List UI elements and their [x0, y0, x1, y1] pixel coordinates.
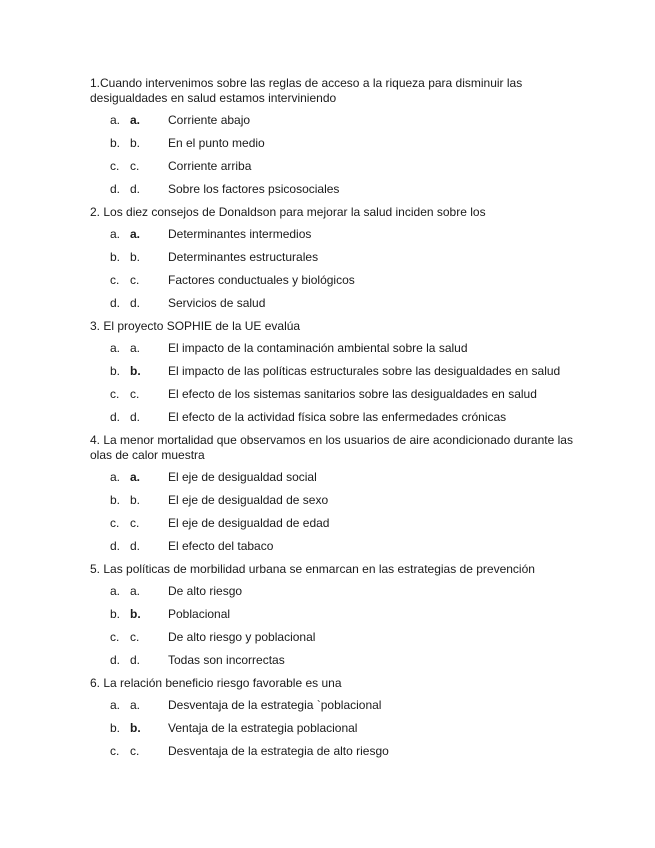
question-4 — [90, 433, 595, 562]
option-list-marker: b. — [110, 364, 121, 378]
answer-option — [90, 539, 595, 562]
question-3 — [90, 319, 595, 433]
answer-option — [90, 698, 595, 721]
option-text: El eje de desigualdad de edad — [168, 516, 330, 530]
question-text: 6. La relación beneficio riesgo favorable es una — [90, 676, 342, 690]
option-text: Corriente abajo — [168, 113, 251, 127]
question-2 — [90, 205, 595, 319]
option-letter-selected: a. — [130, 470, 141, 484]
option-letter: d. — [130, 296, 141, 310]
option-letter: c. — [130, 744, 140, 758]
option-letter-selected: a. — [130, 113, 141, 127]
option-letter-selected: b. — [130, 721, 141, 735]
option-letter: c. — [130, 516, 140, 530]
answer-option — [90, 410, 595, 433]
option-list-marker: c. — [110, 387, 120, 401]
option-text: Desventaja de la estrategia `poblacional — [168, 698, 382, 712]
option-letter: a. — [130, 698, 141, 712]
answer-option — [90, 493, 595, 516]
option-letter: a. — [130, 341, 141, 355]
option-text: El impacto de la contaminación ambiental sobre la salud — [168, 341, 468, 355]
option-list-marker: d. — [110, 539, 121, 553]
question-text: 4. La menor mortalidad que observamos en los usuarios de aire acondicionado durante las olas de calor muestra — [90, 433, 573, 462]
option-letter: d. — [130, 182, 141, 196]
option-list-marker: b. — [110, 721, 121, 735]
answer-option — [90, 227, 595, 250]
question-text: 3. El proyecto SOPHIE de la UE evalúa — [90, 319, 301, 333]
question-6 — [90, 676, 595, 767]
option-text: El impacto de las políticas estructurales sobre las desigualdades en salud — [168, 364, 561, 378]
answer-option — [90, 136, 595, 159]
option-letter: d. — [130, 539, 141, 553]
option-letter: d. — [130, 410, 141, 424]
option-text: El efecto del tabaco — [168, 539, 274, 553]
option-letter: b. — [130, 136, 141, 150]
option-text: Sobre los factores psicosociales — [168, 182, 340, 196]
option-list-marker: c. — [110, 516, 120, 530]
answer-option — [90, 584, 595, 607]
answer-option — [90, 113, 595, 136]
option-list-marker: d. — [110, 653, 121, 667]
option-text: Servicios de salud — [168, 296, 266, 310]
option-text: El eje de desigualdad social — [168, 470, 317, 484]
option-text: De alto riesgo — [168, 584, 243, 598]
option-text: De alto riesgo y poblacional — [168, 630, 316, 644]
option-text: El efecto de la actividad física sobre las enfermedades crónicas — [168, 410, 507, 424]
option-list-marker: c. — [110, 630, 120, 644]
option-text: Factores conductuales y biológicos — [168, 273, 355, 287]
answer-option — [90, 744, 595, 767]
option-list-marker: a. — [110, 341, 121, 355]
question-text: 2. Los diez consejos de Donaldson para mejorar la salud inciden sobre los — [90, 205, 486, 219]
option-list-marker: a. — [110, 584, 121, 598]
answer-option — [90, 721, 595, 744]
answer-option — [90, 273, 595, 296]
option-text: El efecto de los sistemas sanitarios sobre las desigualdades en salud — [168, 387, 537, 401]
option-letter: d. — [130, 653, 141, 667]
option-letter: a. — [130, 584, 141, 598]
option-letter: b. — [130, 493, 141, 507]
option-list-marker: a. — [110, 698, 121, 712]
option-list-marker: c. — [110, 273, 120, 287]
answer-option — [90, 607, 595, 630]
option-text: Desventaja de la estrategia de alto riesgo — [168, 744, 389, 758]
option-text: En el punto medio — [168, 136, 265, 150]
option-list-marker: d. — [110, 410, 121, 424]
option-letter: c. — [130, 159, 140, 173]
question-5 — [90, 562, 595, 676]
option-list-marker: b. — [110, 250, 121, 264]
question-1 — [90, 76, 595, 205]
answer-option — [90, 387, 595, 410]
option-letter-selected: b. — [130, 364, 141, 378]
answer-option — [90, 364, 595, 387]
option-list-marker: a. — [110, 113, 121, 127]
answer-option — [90, 296, 595, 319]
option-letter: c. — [130, 630, 140, 644]
option-list-marker: d. — [110, 182, 121, 196]
option-list-marker: a. — [110, 227, 121, 241]
answer-option — [90, 250, 595, 273]
option-text: Todas son incorrectas — [168, 653, 285, 667]
option-letter-selected: a. — [130, 227, 141, 241]
answer-option — [90, 159, 595, 182]
option-list-marker: c. — [110, 744, 120, 758]
option-letter: b. — [130, 250, 141, 264]
answer-option — [90, 470, 595, 493]
option-list-marker: b. — [110, 136, 121, 150]
option-list-marker: b. — [110, 493, 121, 507]
option-text: El eje de desigualdad de sexo — [168, 493, 329, 507]
question-text: 5. Las políticas de morbilidad urbana se enmarcan en las estrategias de prevención — [90, 562, 535, 576]
option-letter-selected: b. — [130, 607, 141, 621]
option-text: Poblacional — [168, 607, 231, 621]
option-text: Corriente arriba — [168, 159, 252, 173]
option-list-marker: b. — [110, 607, 121, 621]
answer-option — [90, 516, 595, 539]
option-letter: c. — [130, 387, 140, 401]
answer-option — [90, 630, 595, 653]
answer-option — [90, 653, 595, 676]
option-list-marker: d. — [110, 296, 121, 310]
option-text: Determinantes estructurales — [168, 250, 319, 264]
option-text: Ventaja de la estrategia poblacional — [168, 721, 358, 735]
option-list-marker: a. — [110, 470, 121, 484]
answer-option — [90, 182, 595, 205]
answer-option — [90, 341, 595, 364]
option-list-marker: c. — [110, 159, 120, 173]
question-text: 1.Cuando intervenimos sobre las reglas de acceso a la riqueza para disminuir las desigualdades en salud estamos interviniendo — [90, 76, 523, 105]
option-letter: c. — [130, 273, 140, 287]
option-text: Determinantes intermedios — [168, 227, 312, 241]
